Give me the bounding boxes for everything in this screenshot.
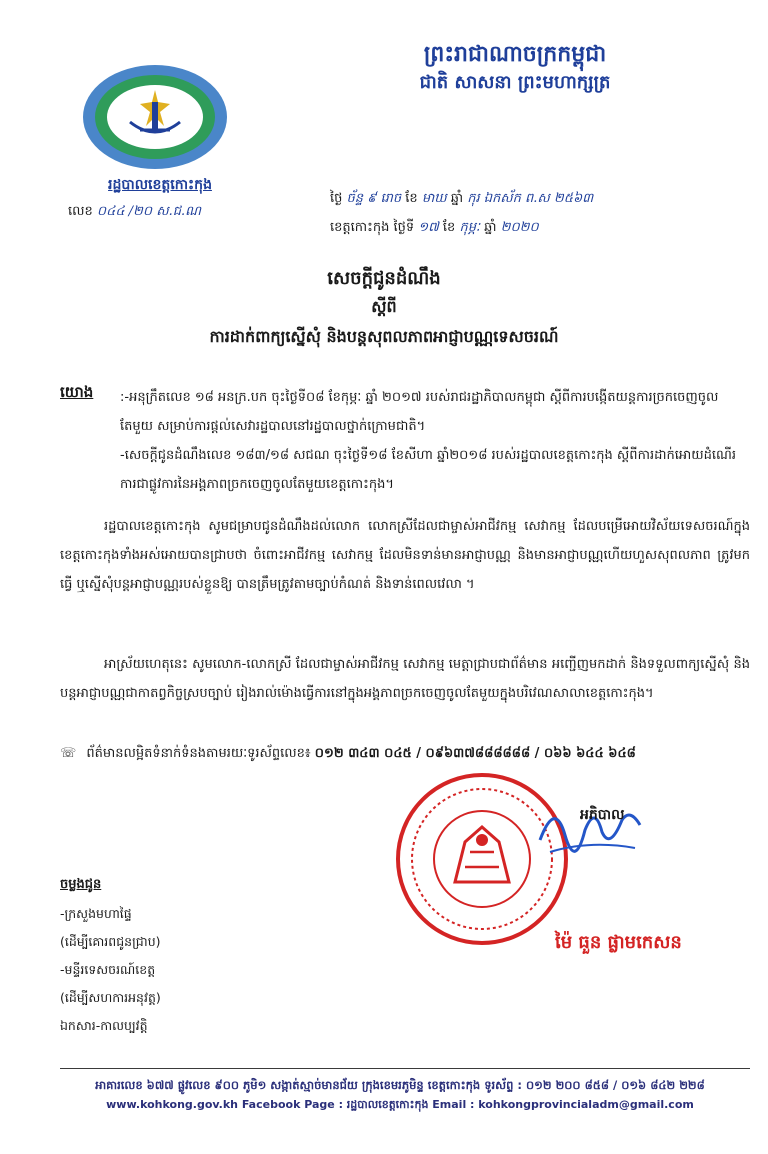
recipient-item: (ដើម្បីសហការអនុវត្ត)	[60, 990, 161, 1005]
reference-label: លេខ	[68, 204, 93, 219]
reference-number	[68, 203, 201, 222]
footer-web-links: www.kohkong.gov.kh Facebook Page : រដ្ឋបាលខេត្តកោះកុង Email : kohkongprovincialadm@gmail.com	[106, 1098, 694, 1111]
lunar-day: ច័ន្ទ ៩ រោច	[346, 191, 402, 206]
recipient-item: -ក្រសួងមហាផ្ទៃ	[60, 906, 132, 921]
reference-number-handwritten: ០៤៤	[96, 204, 125, 219]
solar-month-label: ខែ	[442, 220, 456, 235]
lunar-day-label: ថ្ងៃ	[330, 191, 343, 206]
document-heading: ការដាក់ពាក្យស្នើសុំ និងបន្តសុពលភាពអាជ្ញាបណ្ណទេសចរណ៍	[209, 327, 559, 346]
footer-address: អាគារលេខ ៦៧៧ ផ្លូវលេខ ៩០០ ភូមិ១ សង្កាត់ស្មាច់មានជ័យ ក្រុងខេមរភូមិន្ទ ខេត្តកោះកុង ទូរស័ព្ទ : ០១២ ២០០ ៨៥៨ / ០១៦ ៨៤២ ២២៨	[95, 1078, 705, 1092]
signer-name: ម៉ៃ ធួន ផ្លាមកេសន	[555, 932, 682, 953]
solar-month: កុម្ភៈ	[459, 220, 480, 235]
recipients-title: ចម្លងជូន	[60, 877, 102, 892]
contact-line	[60, 745, 750, 764]
document-subject-label: ស្តីពី	[371, 297, 397, 316]
contact-label: ព័ត៌មានលម្អិតទំនាក់ទំនងតាមរយៈទូរស័ព្ទលេខ៖	[86, 746, 311, 761]
solar-year-label: ឆ្នាំ	[484, 220, 497, 235]
lunar-date-line	[330, 190, 593, 209]
lunar-year: កុរ ឯកស័ក ព.ស ២៥៦៣	[467, 191, 594, 206]
reference-item: :-អនុក្រឹតលេខ ១៨ អនក្រ.បក ចុះថ្ងៃទី០៨ ខែកុម្ភៈ ឆ្នាំ ២០១៧ របស់រាជរដ្ឋាភិបាលកម្ពុជា ស្តីពីការបង្កើតយន្តការច្រកចេញចូលតែមួយ សម្រាប់ការផ្តល់សេវារដ្ឋបាលនៅរដ្ឋបាលថ្នាក់ក្រោមជាតិ។	[120, 390, 719, 434]
references-list	[120, 383, 748, 499]
signer-title: អភិបាល	[580, 807, 625, 823]
contact-numbers: ០១២ ៣៤៣ ០៤៥ / ០៩៦៣៧៨៨៨៨៨៨ / ០៦៦ ៦៤៤ ៦៤៨	[314, 746, 636, 761]
national-motto: ជាតិ សាសនា ព្រះមហាក្សត្រ	[419, 72, 611, 93]
body-paragraph-2: អាស្រ័យហេតុនេះ សូមលោក-លោកស្រី ដែលជាម្ចាស់អាជីវកម្ម សេវាកម្ម មេត្តាជ្រាបជាព័ត៌មាន អញ្ជើញមកដាក់ និងទទួលពាក្យស្នើសុំ និងបន្តអាជ្ញាបណ្ណជាកាតព្វកិច្ចស្របច្បាប់ រៀងរាល់ម៉ោងធ្វើការនៅក្នុងអង្គភាពច្រកចេញចូលតែមួយក្នុងបរិវេណសាលាខេត្តកោះកុង។	[60, 657, 750, 701]
solar-date-line	[330, 219, 539, 238]
document-title: សេចក្តីជូនដំណឹង	[327, 268, 441, 289]
reference-suffix: /២០ ស.ជ.ណ	[128, 204, 201, 219]
references-label: យោង	[60, 383, 94, 401]
footer-divider	[60, 1068, 750, 1069]
place-day-label: ខេត្តកោះកុង ថ្ងៃទី	[330, 220, 415, 235]
recipient-item: -មន្ទីរទេសចរណ៍ខេត្ត	[60, 962, 156, 977]
body-paragraph-1: រដ្ឋបាលខេត្តកោះកុង សូមជម្រាបជូនដំណឹងដល់លោក លោកស្រីដែលជាម្ចាស់អាជីវកម្ម សេវាកម្ម ដែលបម្រើអោយវិស័យទេសចរណ៍ក្នុងខេត្តកោះកុងទាំងអស់អោយបានជ្រាបថា ចំពោះអាជីវកម្ម សេវាកម្ម ដែលមិនទាន់មានអាជ្ញាបណ្ណ និងមានអាជ្ញាបណ្ណហើយហួសសុពលភាព ត្រូវមកធ្វើ ឬស្នើសុំបន្តអាជ្ញាបណ្ណរបស់ខ្លួនឱ្យ បានត្រឹមត្រូវតាមច្បាប់កំណត់ និងទាន់ពេលវេលា ។	[60, 519, 750, 592]
administration-name: រដ្ឋបាលខេត្តកោះកុង	[108, 177, 212, 193]
solar-day: ១៧	[418, 220, 439, 235]
solar-year: ២០២០	[500, 220, 539, 235]
handwritten-signature	[530, 790, 650, 870]
phone-icon: ☏	[60, 746, 77, 761]
kingdom-title: ព្រះរាជាណាចក្រកម្ពុជា	[423, 42, 607, 67]
provincial-logo	[80, 62, 230, 172]
reference-item: -សេចក្តីជូនដំណឹងលេខ ១៨៣/១៨ សជណ ចុះថ្ងៃទី១៨ ខែសីហា ឆ្នាំ២០១៨ របស់រដ្ឋបាលខេត្តកោះកុង ស្តីពីការដាក់អោយដំណើរការជាផ្លូវការនៃអង្គភាពច្រកចេញចូលតែមួយខេត្តកោះកុង។	[120, 448, 736, 492]
lunar-month: មាឃ	[421, 191, 447, 206]
recipient-item: ឯកសារ-កាលប្បវត្តិ	[60, 1018, 148, 1033]
lunar-month-label: ខែ	[405, 191, 418, 206]
lunar-year-label: ឆ្នាំ	[450, 191, 464, 206]
recipient-item: (ដើម្បីគោរពជូនជ្រាប)	[60, 934, 161, 949]
